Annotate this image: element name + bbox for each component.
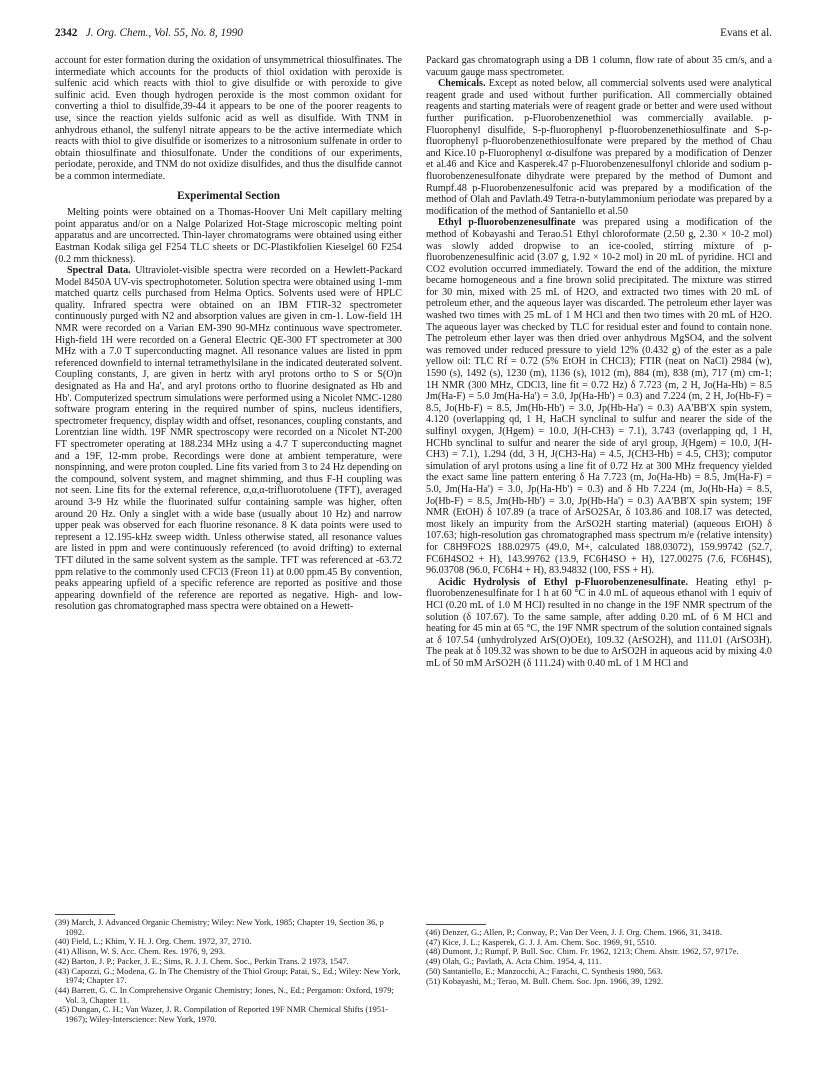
- acidic-hydrolysis-text: Heating ethyl p-fluorobenzenesulfinate for 1 h at 60 °C in 4.0 mL of aqueous ethanol with 1 equiv of HCl (0.20 mL of 1.0 M HCl) resulted in no change in the 19F NMR spectrum of the solution (δ 107.67). To the same sample, after adding 0.20 mL of 6 M HCl and heating for 45 min at 65 °C, the 19F NMR spectrum of the solution contained signals at δ 107.54 (unhydrolyzed ArS(O)OEt), 109.32 (ArSO2H), and 111.01 (ArSO3H). The peak at δ 109.32 was shown to be due to ArSO2H in aqueous acid by mixing 4.0 mL of 50 mM ArSO2H (δ 111.24) with 0.40 mL of 1 M HCl and: [426, 576, 773, 669]
- header-authors: Evans et al.: [720, 27, 772, 39]
- acidic-hydrolysis-runin: Acidic Hydrolysis of Ethyl p-Fluorobenzenesulfinate.: [438, 576, 688, 588]
- chemicals-text: Except as noted below, all commercial solvents used were analytical reagent grade and used without further purification. All commercially obtained reagents and starting materials were of reagent grade or better and were used without further purification. p-Fluorobenzenethiol was commercially available. p-Fluorophenyl disulfide, S-p-fluorophenyl p-fluorobenzenethiosulfinate and S-p-fluorophenyl p-fluorobenzenethiosulfonate were prepared by the method of Chau and Kice.10 p-Fluorophenyl α-disulfone was prepared by a modification of Denzer et al.46 and Kice and Kasperek.47 p-Fluorobenzenesulfonyl chloride and sodium p-fluorobenzenesulfonate dihydrate were prepared by the method of Dumont and Rumpf.48 p-Fluorobenzenesulfonic acid was prepared by a modification of the method of Olah and Pavlath.49 Tetra-n-butylammonium periodate was prepared by a modification of the method of Santaniello et al.50: [426, 78, 772, 217]
- ester-paragraph: [426, 217, 772, 576]
- melting-points-paragraph: Melting points were obtained on a Thomas-Hoover Uni Melt capillary melting point apparatus and/or on a Nalge Polarized Hot-Stage microscopic melting point apparatus and are uncorrected. Thin-layer chromatograms were obtained using either Eastman Kodak siliga gel F254 TLC sheets or DC-Plastikfolien Kieselgel 60 F254 (0.2 mm thickness).: [55, 207, 402, 265]
- footnote-49: (49) Olah, G.; Pavlath, A. Acta Chim. 1954, 4, 111.: [426, 956, 602, 967]
- mass-spec-continuation: Packard gas chromatograph using a DB 1 column, flow rate of about 35 cm/s, and a vacuum gauge mass spectrometer.: [426, 55, 772, 78]
- spectral-data-runin: Spectral Data.: [67, 265, 131, 277]
- footnote-46: (46) Denzer, G.; Allen, P.; Conway, P.; Van Der Veen, J. J. Org. Chem. 1966, 31, 3418.: [426, 927, 722, 937]
- section-heading: Experimental Section: [177, 189, 280, 202]
- footnote-51: (51) Kobayashi, M.; Terao, M. Bull. Chem. Soc. Jpn. 1966, 39, 1292.: [426, 975, 664, 986]
- left-column: [55, 55, 402, 613]
- ester-runin: Ethyl p-fluorobenzenesulfinate: [438, 217, 576, 229]
- acidic-hydrolysis-paragraph: [426, 577, 772, 670]
- journal-citation: J. Org. Chem., Vol. 55, No. 8, 1990: [85, 27, 243, 39]
- footnote-rule: [55, 914, 115, 915]
- footnotes-right: [426, 924, 772, 986]
- header-left: [55, 27, 243, 39]
- footnote-50: (50) Santaniello, E.; Manzocchi, A.; Farachi, C. Synthesis 1980, 563.: [426, 965, 663, 976]
- footnote-43: (43) Capozzi, G.; Modena, G. In The Chemistry of the Thiol Group; Patai, S., Ed.; Wiley: New York, 1974; Chapter 17.: [55, 965, 401, 986]
- ester-text: was prepared using a modification of the method of Kobayashi and Terao.51 Ethyl chloroformate (2.50 g, 2.30 × 10-2 mol) was slowly added dropwise to an ice-cooled, stirring mixture of p-fluorobenzenesulfinic acid (3.07 g, 1.92 × 10-2 mol) in 20 mL of pyridine. HCl and CO2 evolution occurred immediately. Toward the end of the addition, the mixture became homogeneous and a fine brown solid precipitated. The mixture was stirred for 30 min, mixed with 25 mL of H2O, and extracted two times with 20 mL of petroleum ether, and the aqueous layer was discarded. The petroleum ether layer was washed two times with 25 mL of 1 M HCl and then two times with 20 mL of H2O. The aqueous layer was checked by TLC for residual ester and found to contain none. The petroleum ether layer was then dried over anhydrous MgSO4, and the solvent was removed under reduced pressure to yield 12% (0.432 g) of the ester as a pale yellow oil: TLC Rf = 0.72 (5% EtOH in CHCl3); FTIR (neat on NaCl) 2984 (w), 1590 (s), 1492 (s), 1230 (m), 1136 (s), 1012 (m), 884 (m), 838 (m), 717 (m) cm-1; 1H NMR (300 MHz, CDCl3, line fit = 0.72 Hz) δ 7.723 (m, 2 H, Jo(Ha-Hb) = 8.5 Jm(Ha-F) = 5.0 Jm(Ha-Ha') = 3.0, Jp(Ha-Hb') = 0.3) and 7.224 (m, 2 H, Jo(Hb-F) = 8.5, Jo(Hb-F) = 8.5, Jm(Hb-Hb') = 3.0, Jp(Hb-Ha') = 0.3) AA'BB'X spin system, 4.120 (overlapping qd, 1 H, HaCH synclinal to sulfur and nearer the side of the sulfinyl oxygen, J(Hgem) = 10.0, J(H-CH3) = 7.1), 3.743 (overlapping qd, 1 H, HCHb synclinal to sulfur and nearer the side of aryl group, J(Hgem) = 10.0, J(H-CH3) = 7.1), 1.294 (dd, 3 H, J(CH3-Ha) = 4.5, J(CH3-Hb) = 4.5, CH3); computor simulation of aryl protons using a line fit of 0.72 Hz at 300 MHz frequency yielded the exact same line pattern entering δ Ha 7.723 (m, Jo(Ha-Hb) = 8.5, Jm(Ha-F) = 5.0, Jm(Ha-Ha') = 3.0, Jp(Ha-Hb') = 0.3) and δ Hb 7.224 (m, Jo(Hb-Ha) = 8.5, Jo(Hb-F) = 8.5, Jm(Hb-Hb') = 3.0, Jp(Hb-Ha') = 0.3) AA'BB'X spin system; 19F NMR (EtOH) δ 107.89 (a trace of ArSO2SAr, δ 103.86 and 108.17 was detected, most likely an impurity from the ArSO2H starting material) (aqueous EtOH) δ 107.63; high-resolution gas chromatographed mass spectrum m/e (relative intensity) for C8H9FO2S 188.02975 (49.0, M+, calculated 188.03072), 159.99742 (52.7, FC6H4SO2 + H), 143.99762 (13.9, FC6H4SO + H), 127.00275 (7.6, FC6H4S), 96.03708 (96.0, FC6H4 + H), 83.94832 (100, FSS + H).: [426, 217, 773, 577]
- spectral-data-paragraph: [55, 265, 402, 613]
- footnote-47: (47) Kice, J. L.; Kasperek, G. J. J. Am. Chem. Soc. 1969, 91, 5510.: [426, 936, 657, 947]
- chemicals-runin: Chemicals.: [438, 78, 486, 90]
- footnote-40: (40) Field, L.; Khim, Y. H. J. Org. Chem. 1972, 37, 2710.: [55, 936, 252, 947]
- chemicals-paragraph: [426, 78, 772, 217]
- page-number: 2342: [55, 27, 78, 39]
- footnote-44: (44) Barrett, G. C. In Comprehensive Organic Chemistry; Jones, N., Ed.; Pergamon: Oxford, 1979; Vol. 3, Chapter 11.: [55, 984, 394, 1005]
- right-column: [426, 55, 772, 669]
- intro-paragraph: account for ester formation during the oxidation of unsymmetrical thiosulfinates. The intermediate which accounts for the products of thiol oxidation with peroxide is sulfenic acid which reacts with thiol to give disulfide or with peroxide to give sulfinic acid. Even though hydrogen peroxide is the most common oxidant for converting a thiol to disulfide,39-44 it appears to be one of the poorer reagents to use, since the reaction yields sulfonic acid as well as disulfide. With TNM in anhydrous ethanol, the sulfenyl nitrate appears to be the active intermediate which reacts with thiol to give disulfide or isomerizes to a nitrosonium sulfenate in order to obtain thiosulfinate and thiosulfonate. Under the conditions of our experiments, periodate, peroxide, and TNM do not oxidize disulfides, and thus the disulfide cannot be a common intermediate.: [55, 55, 402, 182]
- footnotes-left: [55, 914, 402, 1025]
- footnote-48: (48) Dumont, J.; Rumpf, P. Bull. Soc. Chim. Fr. 1962, 1213; Chem. Abstr. 1962, 57, 9717e.: [426, 946, 739, 957]
- footnote-45: (45) Dungan, C. H.; Van Wazer, J. R. Compilation of Reported 19F NMR Chemical Shifts (1951-1967); Wiley-Interscience: New York, 1970.: [55, 1004, 389, 1025]
- footnote-rule: [426, 924, 486, 925]
- spectral-data-text: Ultraviolet-visible spectra were recorded on a Hewlett-Packard Model 8450A UV-vis spectrophotometer. Solution spectra were obtained using 1-mm matched quartz cells purchased from Helma Optics. Solvents used were of HPLC quality. Infrared spectra were obtained on an IBM FTIR-32 spectrometer continuously purged with N2 and absorption values are given in cm-1. Low-field 1H NMR were recorded on a Varian EM-390 90-MHz continuous wave spectrometer. High-field 1H were recorded on a General Electric QE-300 FT spectrometer at 300 MHz with a 7.0 T superconducting magnet. All resonance values are listed in ppm referenced downfield to internal tetramethylsilane in the indicated deuterated solvent. Coupling constants, J, are given in hertz with aryl protons ortho to S or S(O)n designated as Ha and Ha', and aryl protons ortho to fluorine designated as Hb and Hb'. Computerized spectrum simulations were performed using a Nicolet NMC-1280 software program entering in the required number of spins, nucleus identifiers, spectrometer frequency, display width and offset, resonances, coupling constants, and Lorentzian line width. 19F NMR spectroscopy were recorded on a Nicolet NT-200 FT spectrometer operating at 188.234 MHz using a 4.7 T superconducting magnet and a 19F, 12-mm probe. Recordings were done at ambient temperature, were nonspinning, and were proton coupled. Line fits varied from 3 to 24 Hz depending on the compound, solvent system, and magnet shimming, and thus F-H coupling was not seen. Line fits for the external reference, α,α,α-trifluorotoluene (TFT), averaged around 3-9 Hz while the fluorinated sulfur containing sample was higher, often around 20 Hz. Only a singlet with a wide base (usually about 10 Hz) and narrow upper peak was observed for each fluorine resonance. 8 K data points were used to represent a 12.195-kHz sweep width. Unless otherwise stated, all resonance values are listed in ppm and were continuously referenced (to avoid drifting) to external TFT diluted in the same solvent system as the sample. TFT was referenced at -63.72 ppm relative to the commonly used CFCl3 (Freon 11) at 0.00 ppm.45 By convention, peaks appearing upfield of a specific reference are reported as positive and those appearing downfield of the reference are reported as negative. High- and low-resolution gas chromatographed mass spectra were obtained on a Hewett-: [55, 265, 403, 613]
- footnote-42: (42) Barton, J. P.; Packer, J. E.; Sims, R. J. J. Chem. Soc., Perkin Trans. 2 1973, 1547.: [55, 955, 349, 966]
- footnote-41: (41) Allison, W. S. Acc. Chem. Res. 1976, 9, 293.: [55, 946, 225, 957]
- running-header: [55, 27, 772, 45]
- footnote-39: (39) March, J. Advanced Organic Chemistry; Wiley: New York, 1985; Chapter 19, Section 36, p 1092.: [55, 917, 384, 937]
